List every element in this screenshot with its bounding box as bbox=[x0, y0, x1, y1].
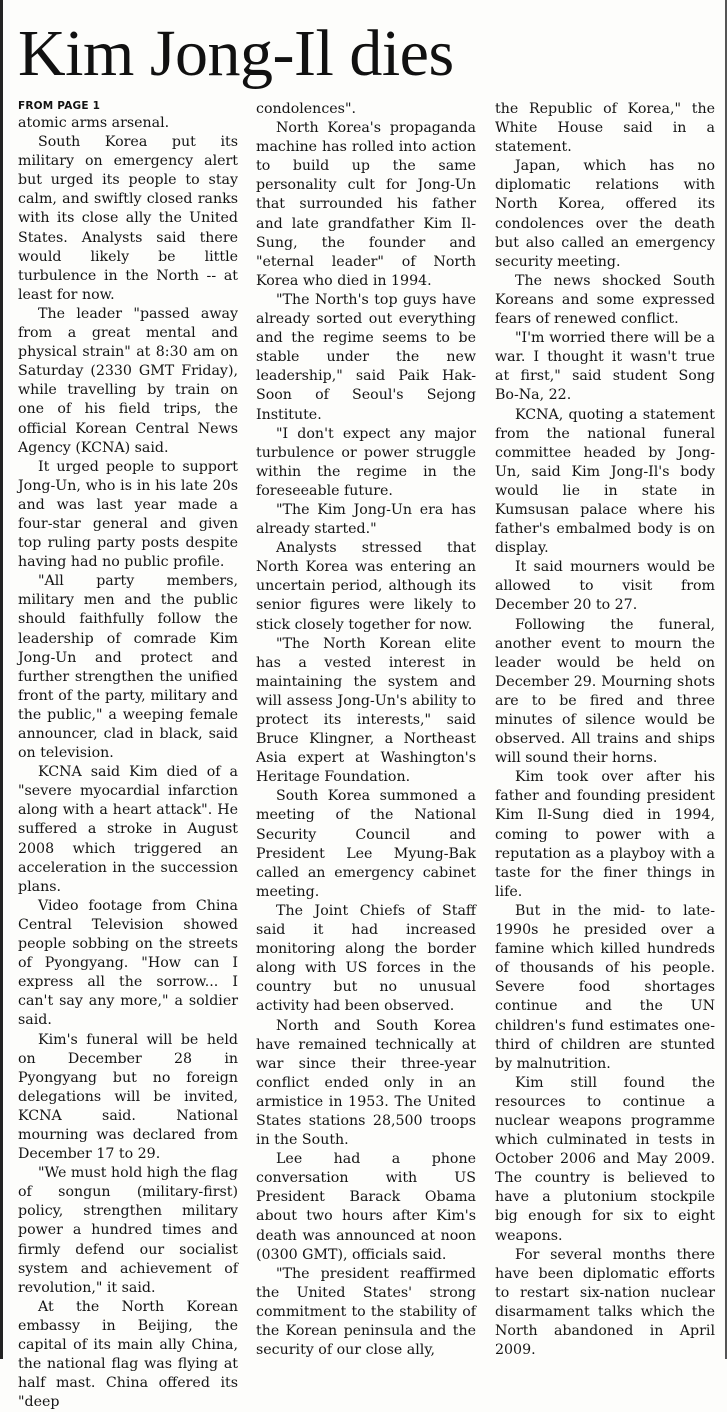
article-column-3 bbox=[495, 100, 715, 1359]
paragraph: It said mourners would be allowed to visit from December 20 to 27. bbox=[495, 559, 715, 614]
paragraph: KCNA said Kim died of a "severe myocardial infarction along with a heart attack". He suffered a stroke in August 2008 which triggered an acceleration in the succession plans. bbox=[18, 764, 238, 895]
paragraph: Kim's funeral will be held on December 28 in Pyongyang but no foreign delegations will be invited, KCNA said. National mourning was declared from December 17 to 29. bbox=[18, 1031, 238, 1163]
paragraph: For several months there have been diplomatic efforts to restart six-nation nuclear disarmament talks which the North abandoned in April 2009. bbox=[495, 1246, 715, 1359]
paragraph: "I don't expect any major turbulence or power struggle within the regime in the foreseeable future. bbox=[256, 425, 476, 499]
paragraph: It urged people to support Jong-Un, who is in his late 20s and was last year made a four-star general and given top ruling party posts despite having had no public profile. bbox=[18, 458, 238, 571]
paragraph: Video footage from China Central Television showed people sobbing on the streets of Pyongyang. "How can I express all the sorrow... I can't say any more," a soldier said. bbox=[18, 897, 238, 1029]
paragraph: At the North Korean embassy in Beijing, the capital of its main ally China, the national flag was flying at half mast. China offered its "deep bbox=[18, 1298, 238, 1411]
paragraph: "We must hold high the flag of songun (military-first) policy, strengthen military power a hundred times and firmly defend our socialist system and achievement of revolution," it said. bbox=[18, 1165, 238, 1296]
paragraph: Kim took over after his father and founding president Kim Il-Sung died in 1994, coming to power with a reputation as a playboy with a taste for the finer things in life. bbox=[495, 769, 715, 900]
paragraph: South Korea put its military on emergency alert but urged its people to stay calm, and swiftly closed ranks with its close ally the United States. Analysts said there would likely be little turbulence in the North -- at least for now. bbox=[18, 134, 238, 303]
paragraph: "I'm worried there will be a war. I thought it wasn't true at first," said student Song Bo-Na, 22. bbox=[495, 330, 715, 404]
paragraph: "The Kim Jong-Un era has already started." bbox=[256, 501, 476, 538]
headline: Kim Jong-Il dies bbox=[18, 17, 454, 90]
article-column-2 bbox=[256, 100, 476, 1359]
article-column-1 bbox=[18, 100, 238, 1411]
paragraph: Lee had a phone conversation with US President Barack Obama about two hours after Kim's death was announced at noon (0300 GMT), officials said. bbox=[256, 1151, 476, 1263]
paragraph: "All party members, military men and the public should faithfully follow the leadership of comrade Kim Jong-Un and protect and further strengthen the unified front of the party, military and the public," a weeping female announcer, clad in black, said on television. bbox=[18, 573, 238, 762]
paragraph: The Joint Chiefs of Staff said it had increased monitoring along the border along with US forces in the country but no unusual activity had been observed. bbox=[256, 902, 476, 1015]
paragraph: condolences". bbox=[256, 101, 356, 117]
article-body bbox=[18, 100, 715, 1411]
continuation-kicker: FROM PAGE 1 bbox=[18, 100, 101, 112]
paragraph: Analysts stressed that North Korea was entering an uncertain period, although its senior figures were likely to stick closely together for now. bbox=[256, 540, 476, 633]
paragraph: "The North Korean elite has a vested interest in maintaining the system and will assess Jong-Un's ability to protect its interests," said Bruce Klingner, a Northeast Asia expert at Washington's Heritage Foundation. bbox=[256, 635, 476, 786]
paragraph: the Republic of Korea," the White House said in a statement. bbox=[495, 101, 715, 156]
paragraph: Japan, which has no diplomatic relations with North Korea, offered its condolences over the death but also called an emergency security meeting. bbox=[495, 158, 715, 270]
paragraph: The leader "passed away from a great mental and physical strain" at 8:30 am on Saturday (2330 GMT Friday), while travelling by train on one of his field trips, the official Korean Central News Agency (KCNA) said. bbox=[18, 305, 238, 456]
paragraph: "The North's top guys have already sorted out everything and the regime seems to be stable under the new leadership," said Paik Hak-Soon of Seoul's Sejong Institute. bbox=[256, 291, 476, 423]
paragraph: "The president reaffirmed the United States' strong commitment to the stability of the Korean peninsula and the security of our close ally, bbox=[256, 1265, 476, 1359]
paragraph: But in the mid- to late-1990s he presided over a famine which killed hundreds of thousands of his people. Severe food shortages continue and the UN children's fund estimates one-third of children are stunted by malnutrition. bbox=[495, 902, 715, 1072]
page-border-left bbox=[0, 0, 3, 1359]
paragraph: South Korea summoned a meeting of the National Security Council and President Lee Myung-Bak called an emergency cabinet meeting. bbox=[256, 788, 476, 900]
paragraph: Kim still found the resources to continue a nuclear weapons programme which culminated in tests in October 2006 and May 2009. The country is believed to have a plutonium stockpile big enough for six to eight weapons. bbox=[495, 1074, 715, 1244]
paragraph: KCNA, quoting a statement from the national funeral committee headed by Jong-Un, said Kim Jong-Il's body would lie in state in Kumsusan palace where his father's embalmed body is on display. bbox=[495, 406, 715, 557]
paragraph: The news shocked South Koreans and some expressed fears of renewed conflict. bbox=[495, 272, 715, 328]
paragraph: Following the funeral, another event to mourn the leader would be held on December 29. Mourning shots are to be fired and three minutes of silence would be observed. All trains and ships will sound their horns. bbox=[495, 616, 715, 767]
paragraph: North Korea's propaganda machine has rolled into action to build up the same personality cult for Jong-Un that surrounded his father and late grandfather Kim Il-Sung, the founder and "eternal leader" of North Korea who died in 1994. bbox=[256, 120, 476, 289]
paragraph: atomic arms arsenal. bbox=[18, 115, 170, 131]
paragraph: North and South Korea have remained technically at war since their three-year conflict ended only in an armistice in 1953. The United States stations 28,500 troops in the South. bbox=[256, 1017, 476, 1149]
